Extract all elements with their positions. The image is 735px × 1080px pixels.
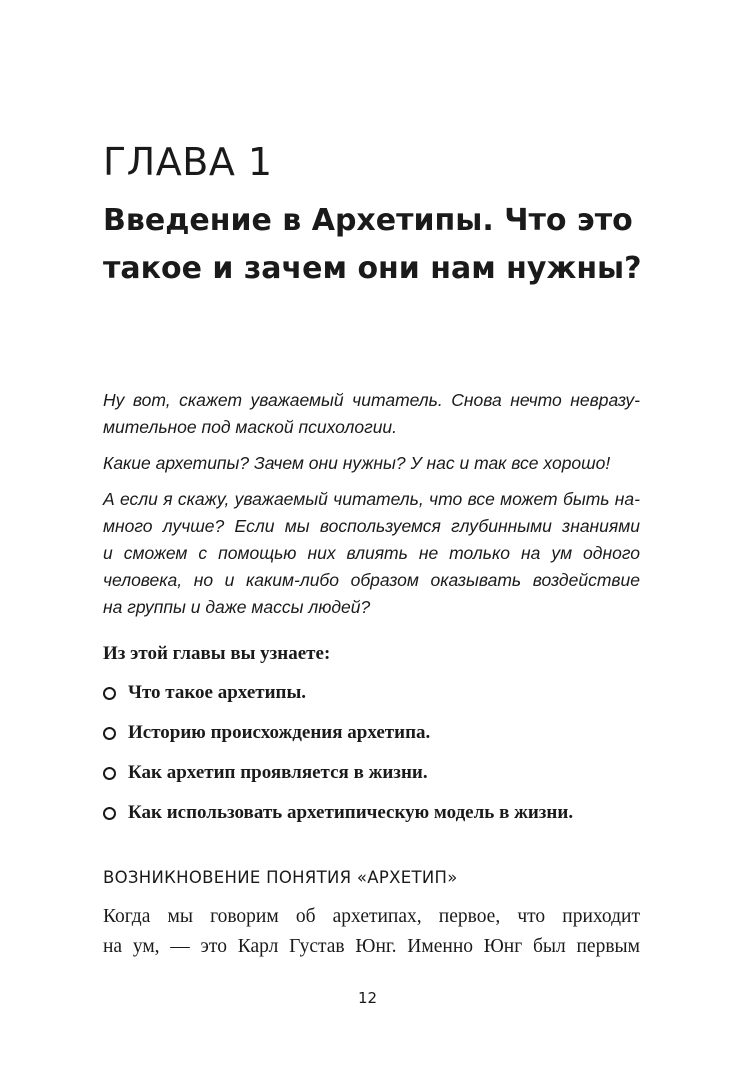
chapter-title-line: Введение в Архетипы. Что это: [103, 203, 633, 238]
circle-bullet-icon: [103, 767, 116, 780]
chapter-title: [103, 197, 663, 293]
intro-line: А если я скажу, уважаемый читатель, что все может быть на-: [103, 489, 640, 509]
chapter-title-line: такое и зачем они нам нужны?: [103, 251, 642, 286]
circle-bullet-icon: [103, 807, 116, 820]
list-item-text: Как использовать архетипическую модель в жизни.: [128, 802, 574, 823]
intro-paragraph: [103, 486, 640, 621]
circle-bullet-icon: [103, 687, 116, 700]
section-heading: ВОЗНИКНОВЕНИЕ ПОНЯТИЯ «АРХЕТИП»: [103, 868, 458, 887]
intro-line: Какие архетипы? Зачем они нужны? У нас и так все хорошо!: [103, 453, 611, 473]
intro-line: много лучше? Если мы воспользуемся глубинными знаниями: [103, 516, 640, 536]
list-item: [103, 720, 573, 746]
list-item: [103, 800, 573, 826]
intro-paragraph: [103, 387, 640, 441]
page-number: 12: [357, 989, 378, 1007]
intro-line: Ну вот, скажет уважаемый читатель. Снова нечто невразу-: [103, 390, 640, 410]
list-item: [103, 760, 573, 786]
circle-bullet-icon: [103, 727, 116, 740]
list-item-text: Историю происхождения архетипа.: [128, 722, 431, 743]
intro-line: человека, но и каким-либо образом оказывать воздействие: [103, 570, 640, 590]
body-text: [103, 902, 640, 962]
list-item: [103, 680, 573, 706]
list-item-text: Что такое архетипы.: [128, 682, 307, 703]
intro-line: мительное под маской психологии.: [103, 417, 398, 437]
chapter-label: ГЛАВА 1: [103, 140, 273, 184]
intro-text: [103, 387, 640, 630]
list-item-text: Как архетип проявляется в жизни.: [128, 762, 428, 783]
learn-list: [103, 680, 573, 840]
learn-heading: Из этой главы вы узнаете:: [103, 643, 331, 664]
intro-paragraph: [103, 450, 640, 477]
body-line: на ум, — это Карл Густав Юнг. Именно Юнг был первым: [103, 936, 640, 957]
intro-line: и сможем с помощью них влиять не только на ум одного: [103, 543, 640, 563]
body-line: Когда мы говорим об архетипах, первое, что приходит: [103, 906, 640, 927]
intro-line: на группы и даже массы людей?: [103, 597, 371, 617]
